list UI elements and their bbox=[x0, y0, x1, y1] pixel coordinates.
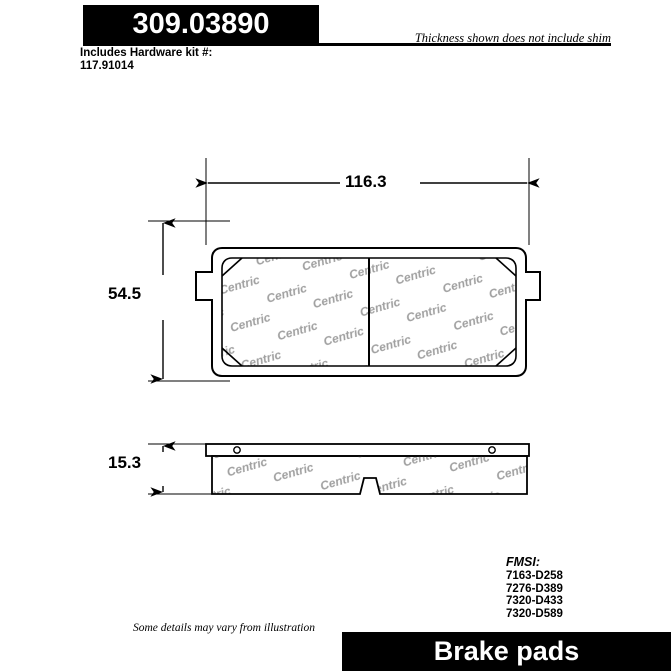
fmsi-code: 7276-D389 bbox=[506, 582, 563, 595]
fmsi-title: FMSI: bbox=[506, 555, 541, 569]
thickness-dimension-label: 15.3 bbox=[108, 453, 142, 472]
thickness-note: Thickness shown does not include shim bbox=[414, 31, 611, 45]
fmsi-code-list bbox=[506, 570, 563, 620]
fmsi-code: 7320-D433 bbox=[506, 595, 563, 608]
fmsi-code: 7320-D589 bbox=[506, 607, 563, 620]
pad-front-view bbox=[196, 248, 540, 376]
part-number-banner: 309.03890 bbox=[83, 5, 319, 43]
width-dimension-label: 116.3 bbox=[345, 172, 387, 191]
hardware-kit-number: 117.91014 bbox=[80, 60, 134, 72]
product-category-banner: Brake pads bbox=[342, 632, 671, 671]
illustration-disclaimer: Some details may vary from illustration bbox=[133, 622, 315, 634]
height-dimension-label: 54.5 bbox=[108, 284, 142, 303]
pad-side-view bbox=[206, 444, 529, 494]
hardware-kit-label: Includes Hardware kit #: bbox=[80, 47, 213, 59]
fmsi-code: 7163-D258 bbox=[506, 570, 563, 582]
thickness-dimension bbox=[148, 444, 215, 494]
